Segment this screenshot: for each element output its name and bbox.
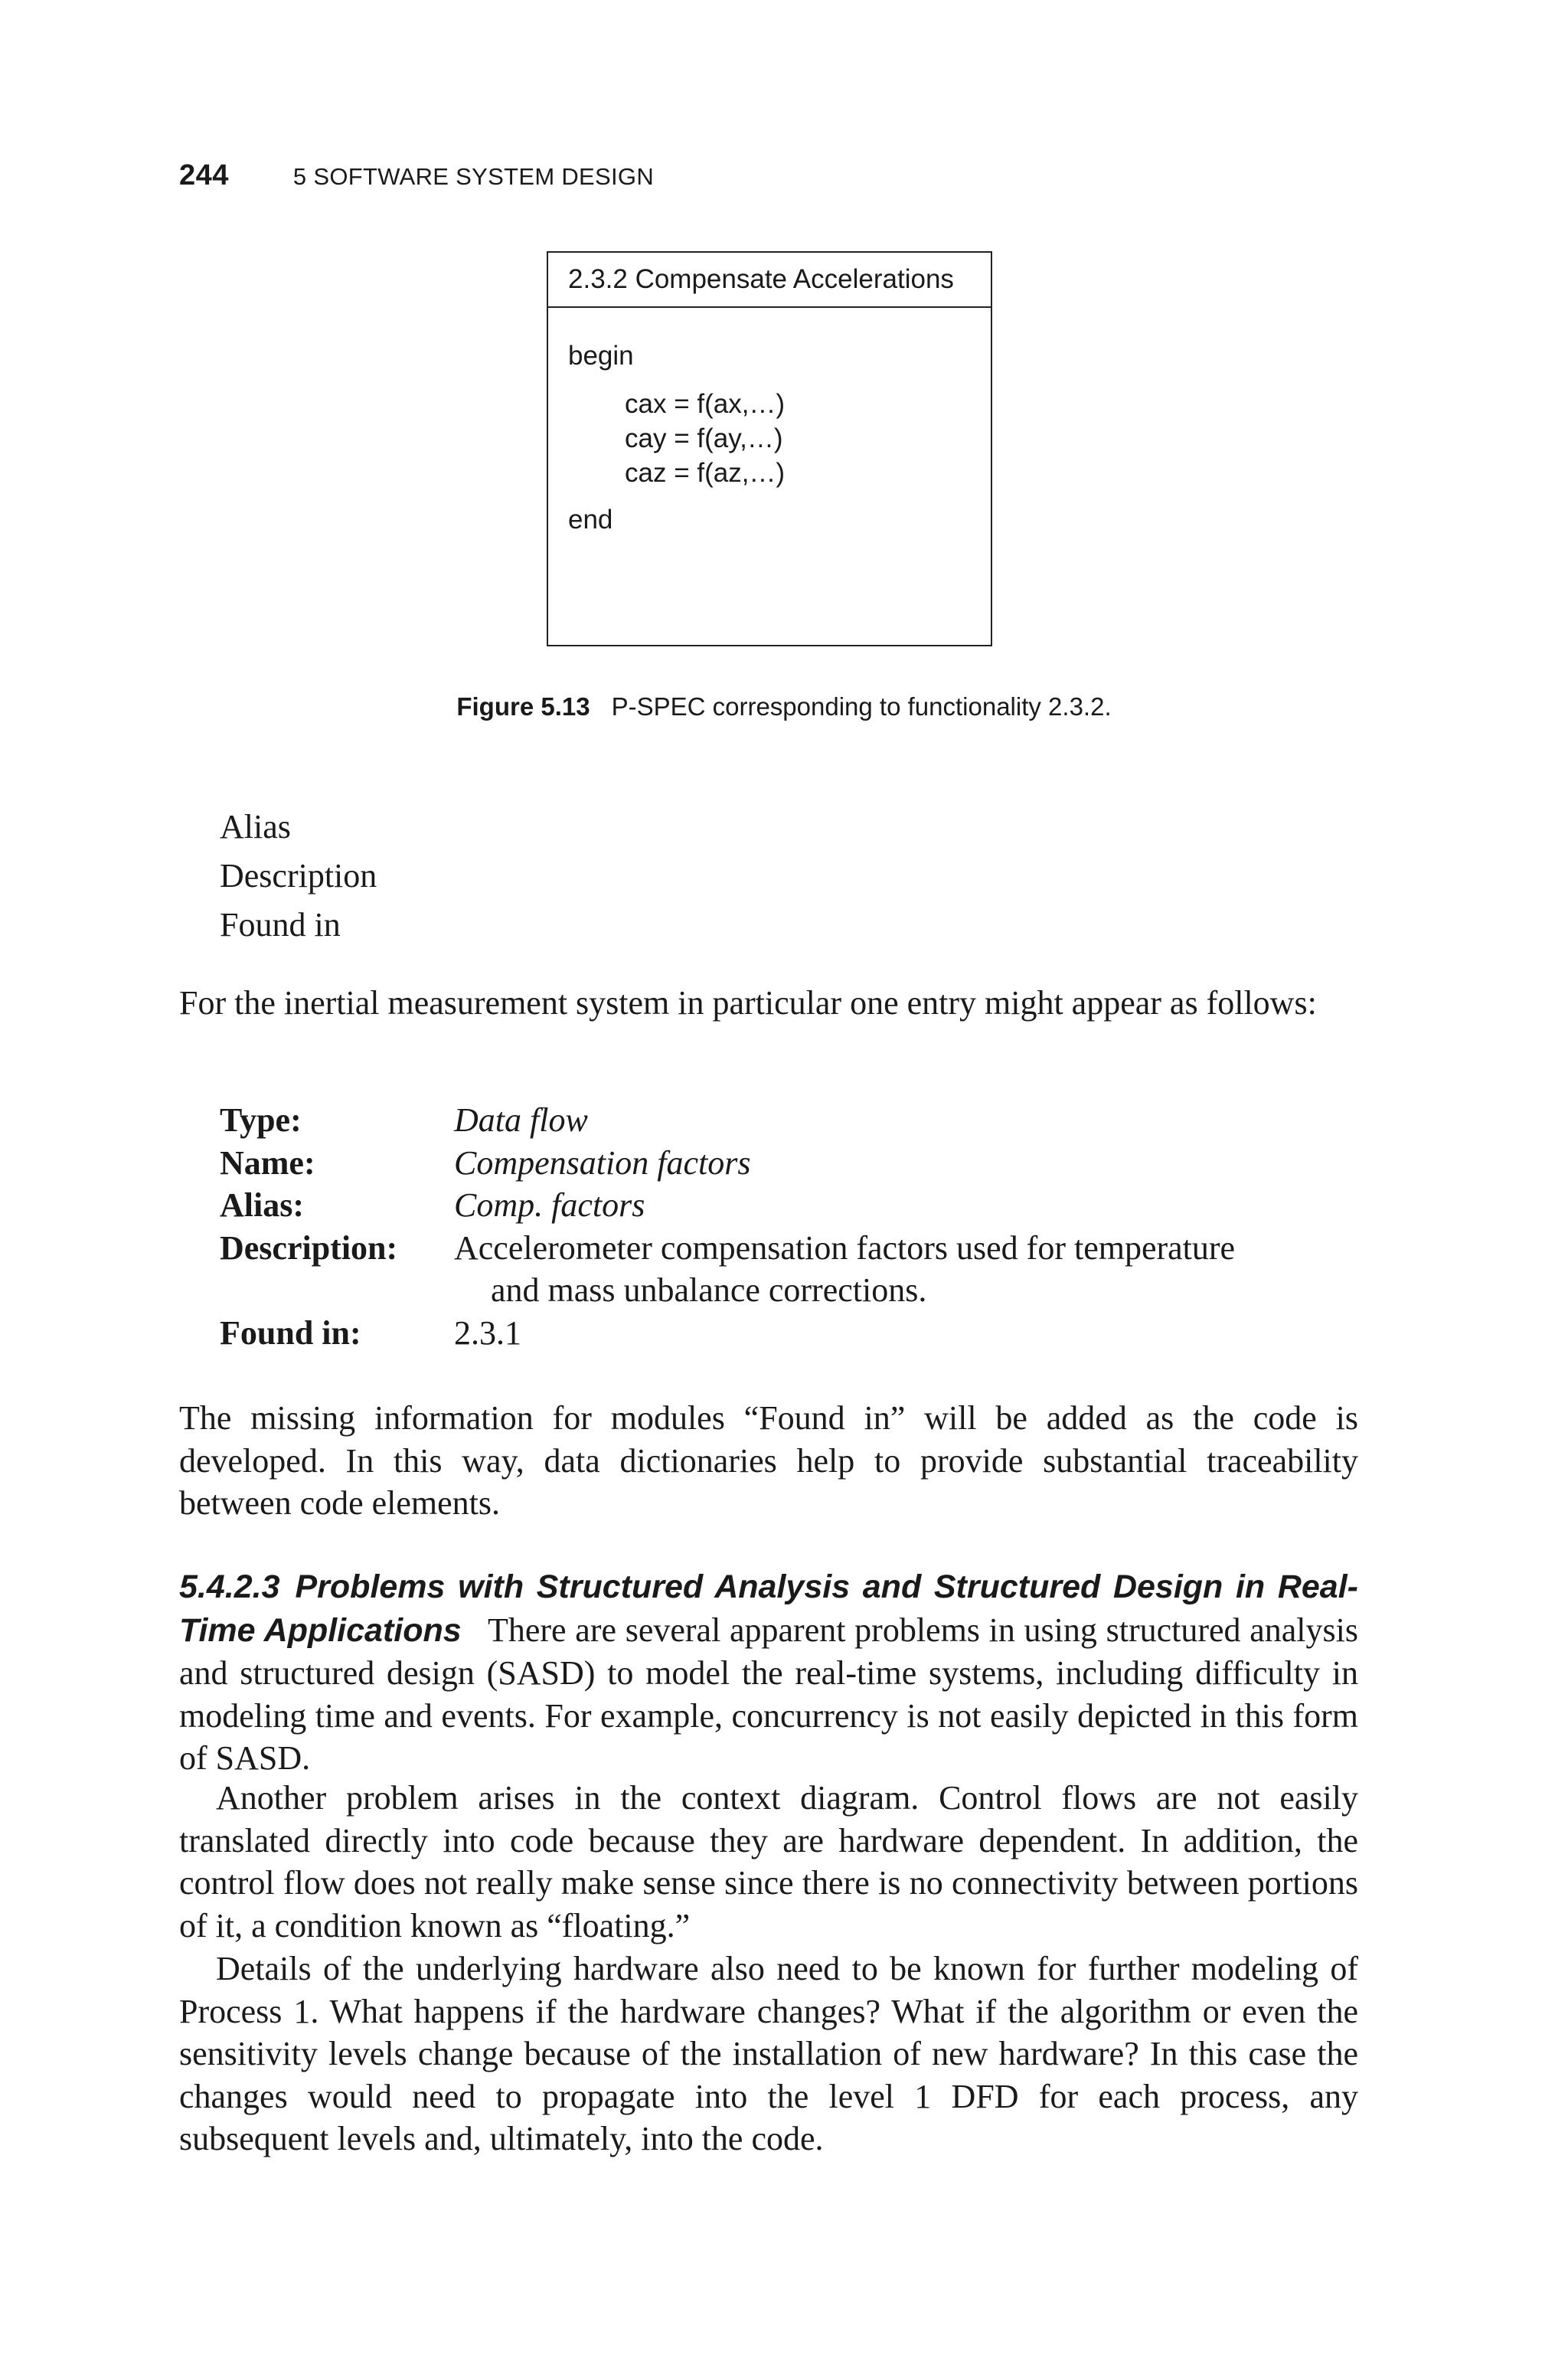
pspec-title: 2.3.2 Compensate Accelerations (548, 253, 991, 308)
description-line-1: Accelerometer compensation factors used for temperature (454, 1228, 1236, 1267)
pspec-statements (568, 387, 991, 490)
section-title: Problems with Structured Analysis and Structured Design in Real-Time Applications (179, 1568, 1358, 1649)
pspec-begin: begin (568, 341, 634, 371)
problem-paragraph: Another problem arises in the context diagram. Control flows are not easily translated directly into code because they are hardware dependent. In addition, the control flow does not really make sense since there is no connectivity between portions of it, a condition known as “floating.” (179, 1779, 1358, 1944)
missing-info-paragraph: The missing information for modules “Found in” will be added as the code is developed. In this way, data dictionaries help to provide substantial traceability between code elements. (179, 1399, 1358, 1522)
figure-label: Figure 5.13 (456, 692, 590, 721)
field-item: Description (220, 857, 377, 895)
dictionary-entry (220, 1099, 1235, 1354)
entry-value: 2.3.1 (454, 1313, 521, 1352)
entry-key: Description: (220, 1228, 398, 1267)
entry-value: Comp. factors (454, 1186, 645, 1224)
pspec-figure-box (547, 251, 992, 646)
figure-caption-text: P-SPEC corresponding to functionality 2.3.2. (611, 692, 1112, 721)
pspec-statement: cax = f(ax,…) (625, 389, 786, 419)
pspec-statement: cay = f(ay,…) (625, 424, 783, 453)
entry-row-found-in (220, 1312, 1235, 1355)
chapter-title: 5 SOFTWARE SYSTEM DESIGN (292, 163, 655, 190)
field-item: Found in (220, 906, 341, 944)
entry-row-alias (220, 1184, 1235, 1227)
entry-key: Name: (220, 1143, 315, 1182)
entry-row-description (220, 1227, 1235, 1312)
running-header (179, 159, 654, 198)
description-line-2: and mass unbalance corrections. (491, 1271, 927, 1309)
entry-key: Alias: (220, 1186, 304, 1224)
page-number: 244 (179, 159, 229, 191)
entry-value: Compensation factors (454, 1143, 751, 1182)
entry-row-name (220, 1142, 1235, 1185)
entry-value (454, 1227, 1235, 1312)
entry-value: Data flow (454, 1101, 588, 1139)
pspec-end: end (568, 505, 613, 535)
section-number: 5.4.2.3 (179, 1568, 280, 1605)
intro-paragraph: For the inertial measurement system in particular one entry might appear as follows: (179, 984, 1317, 1022)
pspec-statement: caz = f(az,…) (625, 458, 786, 488)
section-text: There are several apparent problems in using structured analysis and structured design (SASD) to model the real-time systems, including difficulty in modeling time and events. For example, concurrency is not easily depicted in this form of SASD. (179, 1611, 1358, 1777)
entry-key: Type: (220, 1101, 302, 1139)
section-paragraph (179, 1565, 1358, 1780)
pspec-body (548, 308, 991, 537)
entry-row-type (220, 1099, 1235, 1142)
field-item: Alias (220, 808, 291, 845)
figure-caption (0, 692, 1568, 721)
details-paragraph: Details of the underlying hardware also need to be known for further modeling of Process 1. What happens if the hardware changes? What if the algorithm or even the sensitivity levels change because of the installation of new hardware? In this case the changes would need to propagate into the level 1 DFD for each process, any subsequent levels and, ultimately, into the code. (179, 1950, 1358, 2157)
entry-key: Found in: (220, 1313, 361, 1352)
field-list (220, 803, 377, 950)
